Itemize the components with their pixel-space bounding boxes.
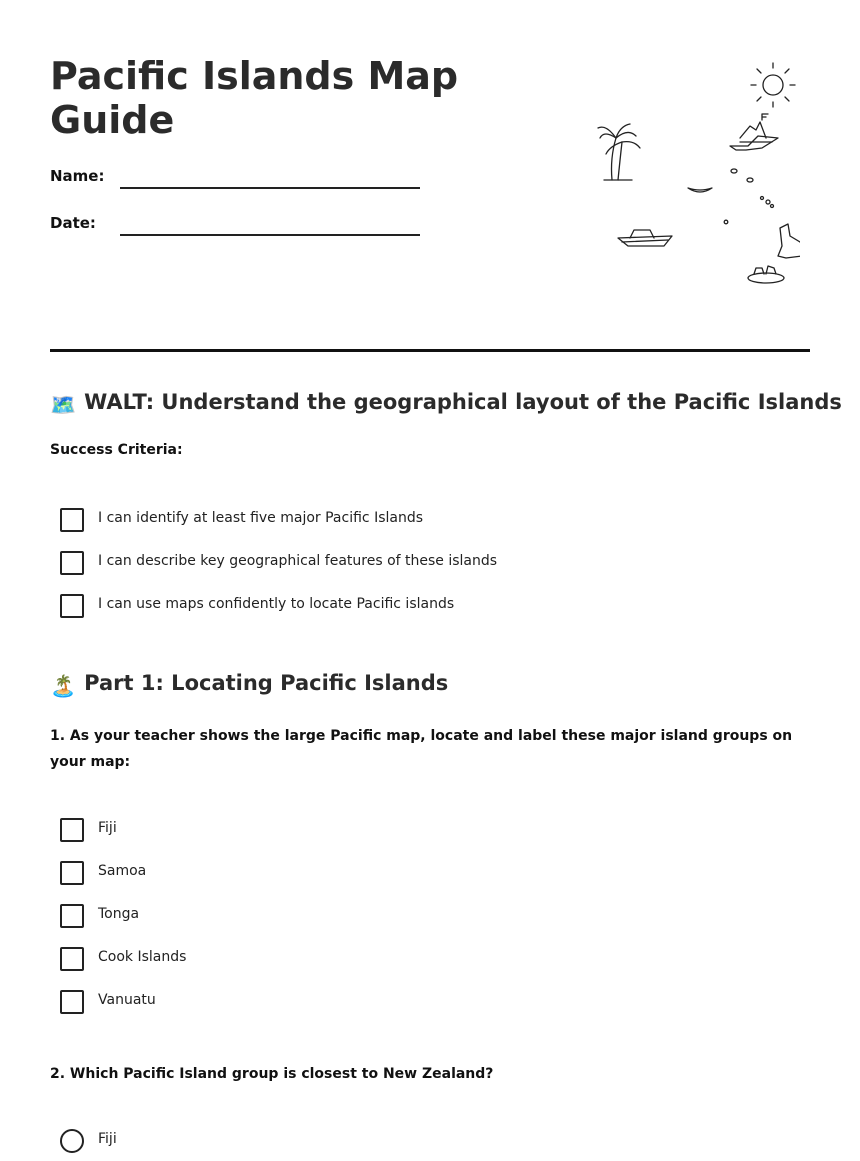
checkbox[interactable]	[60, 818, 84, 842]
name-line[interactable]	[120, 187, 420, 189]
palm-tree-icon	[598, 124, 640, 180]
option-text: Tonga	[98, 906, 140, 922]
criteria-text: I can use maps confidently to locate Pacific islands	[98, 596, 455, 612]
part1-heading	[50, 671, 448, 699]
walt-heading	[50, 390, 842, 418]
question-2: 2. Which Pacific Island group is closest to New Zealand?	[50, 1066, 494, 1082]
page-title: Pacific Islands Map Guide	[50, 54, 459, 142]
question-1: 1. As your teacher shows the large Pacific map, locate and label these major island groups on your map:	[50, 728, 793, 770]
date-line[interactable]	[120, 234, 420, 236]
checkbox[interactable]	[60, 861, 84, 885]
checkbox[interactable]	[60, 947, 84, 971]
part1-heading-text: Part 1: Locating Pacific Islands	[84, 671, 449, 695]
boat-icon	[618, 230, 672, 246]
criteria-text: I can describe key geographical features of these islands	[98, 553, 498, 569]
volcano-island-icon	[730, 114, 778, 150]
checkbox[interactable]	[60, 990, 84, 1014]
option-text: Fiji	[98, 1131, 117, 1147]
divider	[50, 349, 810, 352]
criteria-text: I can identify at least five major Pacific Islands	[98, 510, 424, 526]
canoe-icon	[688, 188, 712, 192]
checkbox[interactable]	[60, 904, 84, 928]
option-text: Cook Islands	[98, 949, 187, 965]
radio-button[interactable]	[60, 1129, 84, 1153]
map-icon: 🗺️	[50, 393, 77, 417]
sun-icon	[751, 63, 795, 107]
option-text: Samoa	[98, 863, 147, 879]
name-field[interactable]	[50, 167, 420, 197]
option-text: Vanuatu	[98, 992, 156, 1008]
walt-heading-text: WALT: Understand the geographical layout of the Pacific Islands	[84, 390, 842, 414]
option-text: Fiji	[98, 820, 117, 836]
island-icon: 🏝️	[50, 674, 77, 698]
checkbox[interactable]	[60, 551, 84, 575]
island-chain-icon	[724, 169, 773, 224]
name-label: Name:	[50, 167, 105, 185]
checkbox[interactable]	[60, 508, 84, 532]
checkbox[interactable]	[60, 594, 84, 618]
success-criteria-label: Success Criteria:	[50, 442, 183, 458]
island-outline-icon	[778, 224, 800, 258]
date-label: Date:	[50, 214, 96, 232]
hut-island-icon	[748, 266, 784, 283]
date-field[interactable]	[50, 214, 420, 244]
pacific-illustration	[550, 60, 800, 292]
